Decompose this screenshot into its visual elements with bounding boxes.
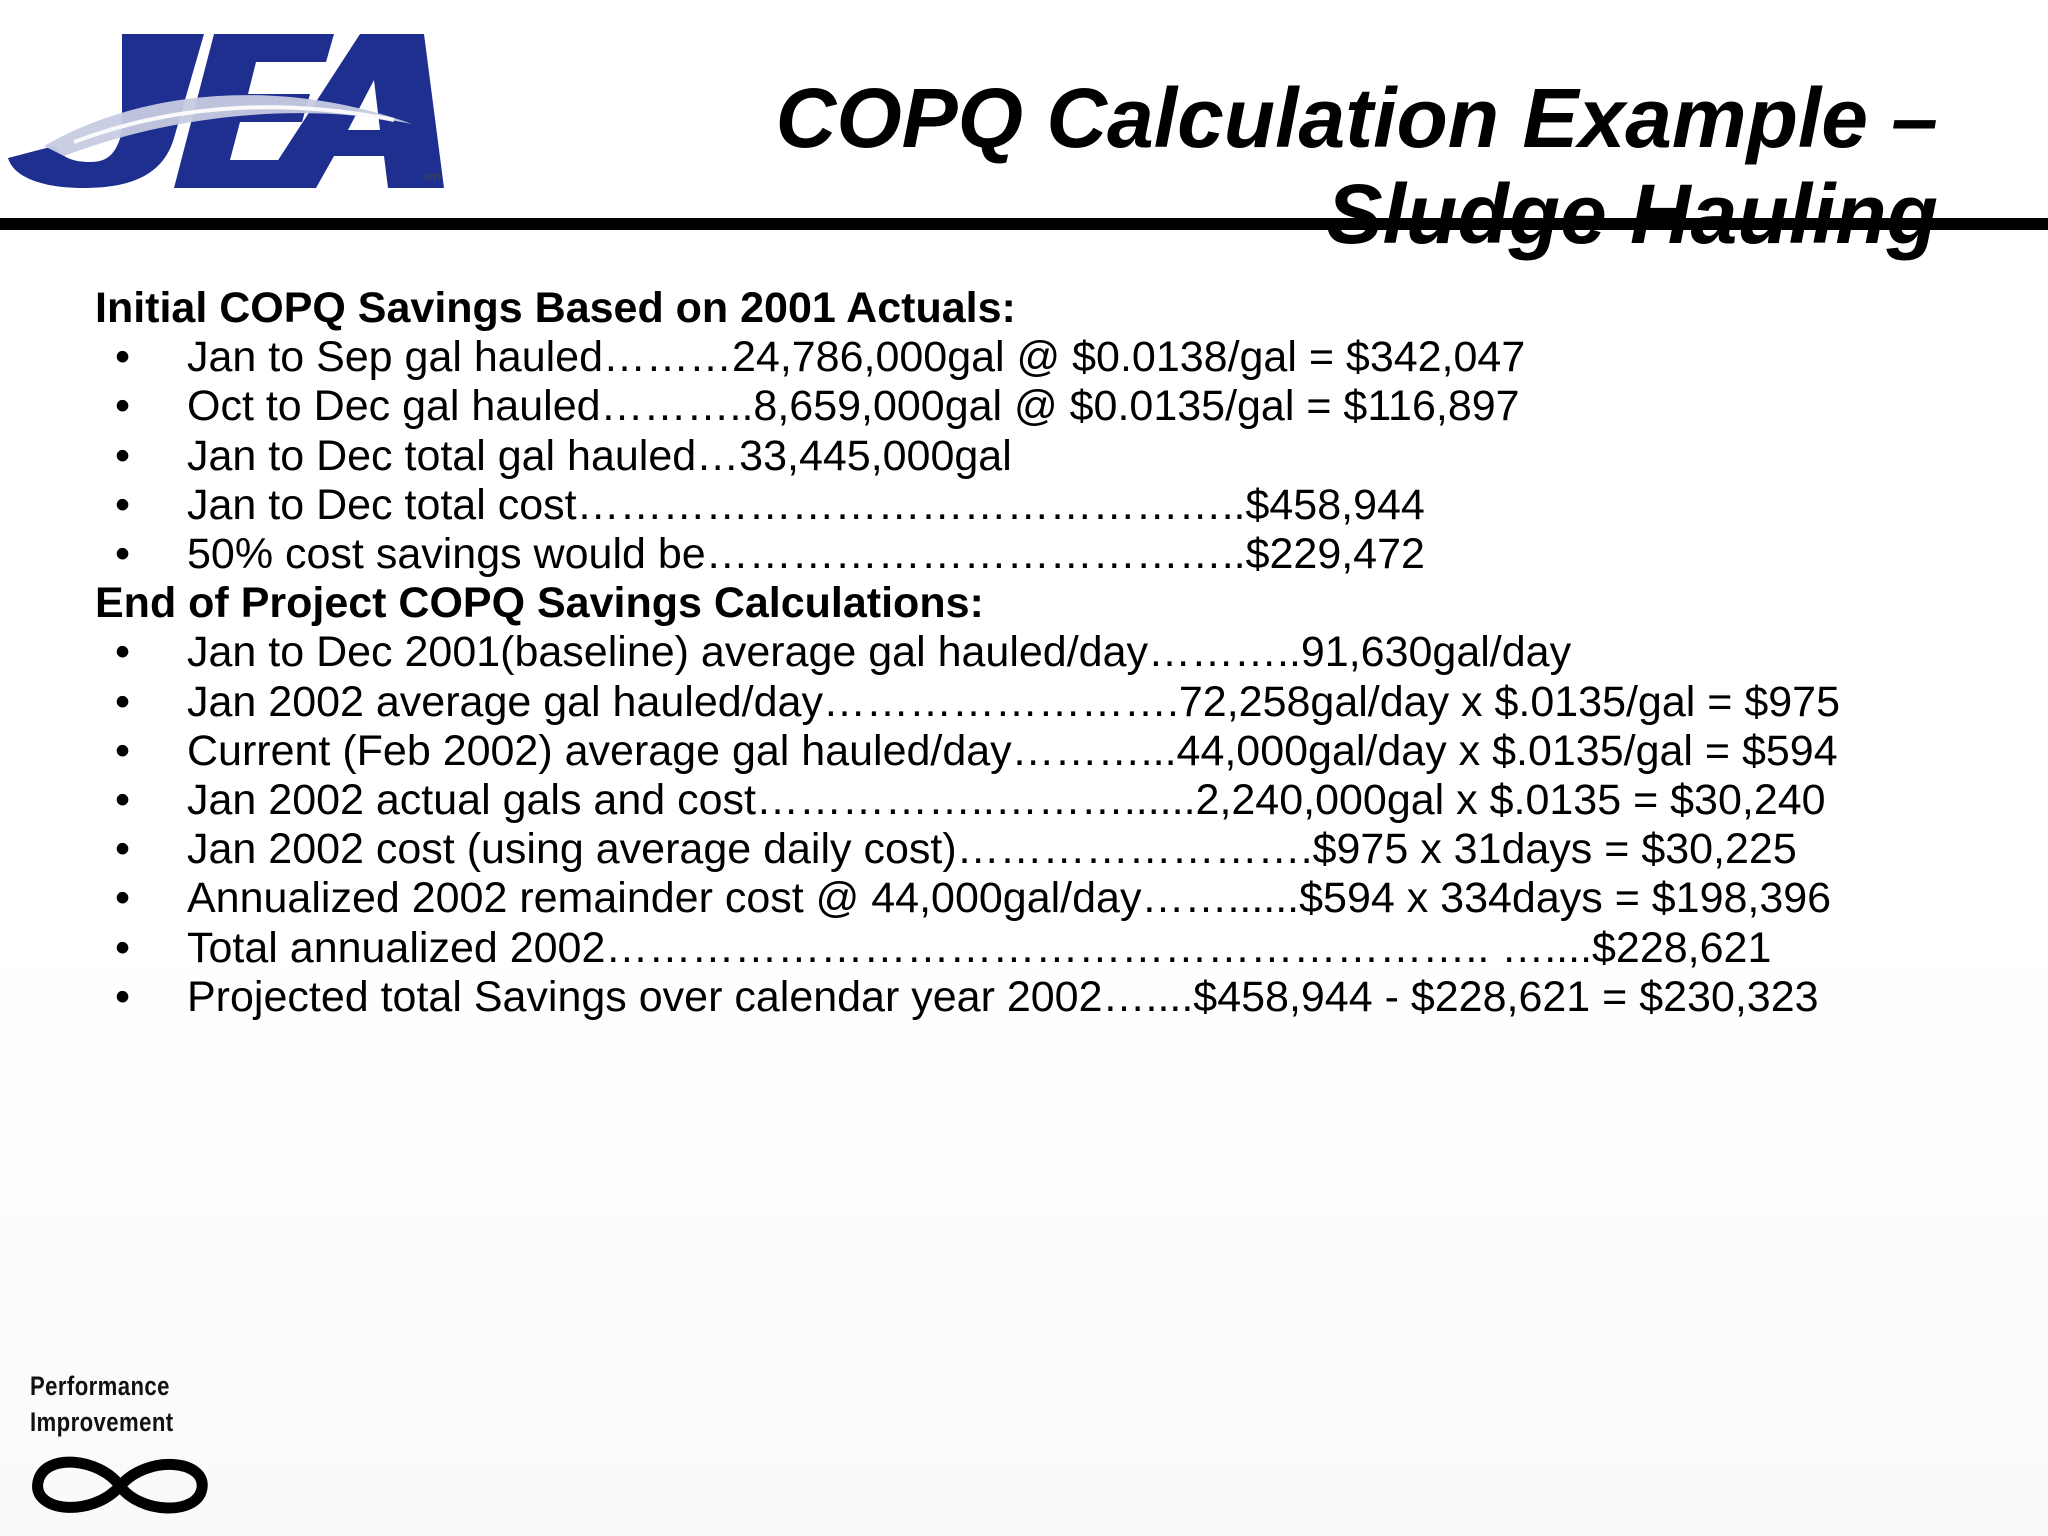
bullet-icon: • — [115, 333, 131, 382]
slide-body — [95, 284, 2015, 1022]
bullet-icon: • — [115, 972, 131, 1021]
bullet-icon: • — [115, 628, 131, 677]
footer-text — [30, 1368, 186, 1440]
list-item: • Current (Feb 2002) average gal hauled/day………...44,000gal/day x $.0135/gal = $594 — [115, 726, 1838, 775]
bullet-icon: • — [115, 530, 131, 579]
list-item: • Jan to Dec total gal hauled…33,445,000gal — [115, 431, 1012, 480]
bullet-icon: • — [115, 726, 131, 775]
list-item: • Total annualized 2002…………………………………………………….. …....$228,621 — [115, 923, 1772, 972]
end-of-project-list — [95, 628, 2015, 1022]
list-item: • Jan 2002 actual gals and cost……………..………......2,240,000gal x $.0135 = $30,240 — [115, 776, 1826, 825]
footer-line-1: Performance — [30, 1371, 170, 1401]
list-item: • Jan to Dec 2001(baseline) average gal hauled/day………..91,630gal/day — [115, 628, 1572, 677]
infinity-icon — [30, 1446, 210, 1526]
list-item: • Jan 2002 average gal hauled/day…………………….72,258gal/day x $.0135/gal = $975 — [115, 677, 1840, 726]
title-line-1: COPQ Calculation Example – — [775, 71, 1938, 165]
bullet-icon: • — [115, 825, 131, 874]
performance-improvement-logo — [30, 1368, 220, 1528]
bullet-icon: • — [115, 480, 131, 529]
section-heading-initial: Initial COPQ Savings Based on 2001 Actuals: — [95, 284, 1016, 332]
bullet-icon: • — [115, 874, 131, 923]
list-item: • Jan 2002 cost (using average daily cost)…………………….$975 x 31days = $30,225 — [115, 825, 1797, 874]
title-line-2: Sludge Hauling — [1326, 167, 1938, 261]
footer-line-2: Improvement — [30, 1407, 174, 1437]
bullet-icon: • — [115, 382, 131, 431]
list-item: • Jan to Sep gal hauled………24,786,000gal @ $0.0138/gal = $342,047 — [115, 333, 1526, 382]
section-heading-end-of-project: End of Project COPQ Savings Calculations: — [95, 579, 984, 628]
bullet-icon: • — [115, 923, 131, 972]
bullet-icon: • — [115, 677, 131, 726]
jea-logo — [4, 28, 464, 198]
bullet-icon: • — [115, 431, 131, 480]
bullet-icon: • — [115, 776, 131, 825]
logo-service-mark: sm — [424, 169, 440, 183]
list-item: • Annualized 2002 remainder cost @ 44,000gal/day……......$594 x 334days = $198,396 — [115, 874, 1832, 923]
slide-title — [776, 70, 1938, 262]
initial-savings-list — [95, 333, 2015, 579]
list-item: • Jan to Dec total cost………………………………………..$458,944 — [115, 480, 1425, 529]
list-item: • 50% cost savings would be………………………………..$229,472 — [115, 530, 1425, 579]
list-item: • Oct to Dec gal hauled………..8,659,000gal @ $0.0135/gal = $116,897 — [115, 382, 1520, 431]
list-item: • Projected total Savings over calendar year 2002…....$458,944 - $228,621 = $230,323 — [115, 972, 1819, 1021]
